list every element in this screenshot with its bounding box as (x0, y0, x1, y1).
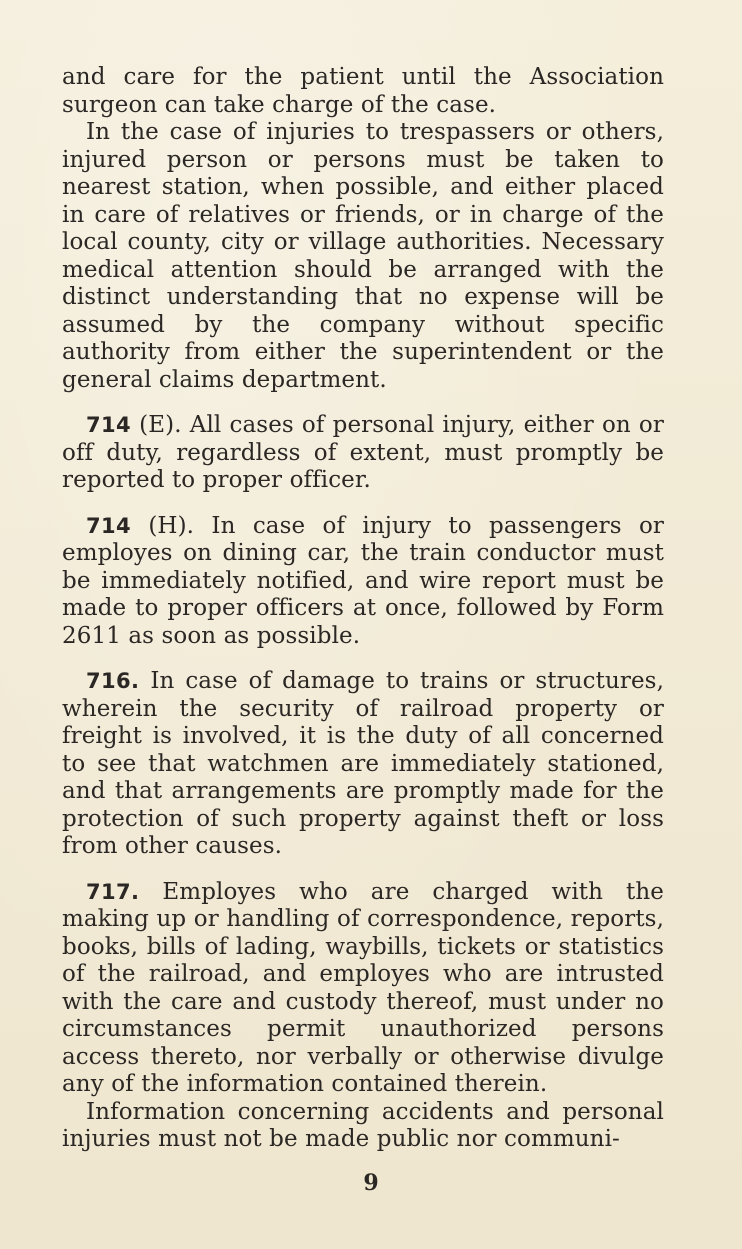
rule-716 (62, 668, 664, 861)
rule-number: 717. (86, 879, 140, 904)
rule-suffix: (E). (131, 412, 190, 438)
trespassers-paragraph: In the case of injuries to trespassers or others, injured person or persons must be taken to nearest station, when possible, and either placed in care of relatives or friends, or in charge of the local county, city or village authorities. Necessary medical attention should be arranged with the distinct understanding that no expense will be assumed by the company without specific authority from either the superintendent or the general claims department. (62, 119, 664, 393)
rule-text: In case of injury to passengers or employes on dining car, the train conductor must be immediately notified, and wire report must be made to proper officers at once, followed by Form 2611 as soon as possible. (62, 512, 664, 649)
rule-714-h (62, 513, 664, 651)
rule-text: In case of damage to trains or structures, wherein the security of railroad property or freight is involved, it is the duty of all concerned to see that watchmen are immediately stationed, and that arrangements are promptly made for the protection of such property against theft or loss from other causes. (62, 668, 664, 859)
rule-number: 716. (86, 669, 140, 693)
rule-714-e (62, 412, 664, 495)
rule-suffix (139, 879, 162, 905)
rule-text: All cases of personal injury, either on or off duty, regardless of extent, must promptly be reported to proper officer. (62, 412, 664, 493)
information-paragraph: Information concerning accidents and personal injuries must not be made public nor communi- (62, 1098, 664, 1152)
rule-717 (62, 879, 664, 1099)
continuation-paragraph: and care for the patient until the Association surgeon can take charge of the case. (62, 64, 664, 118)
rule-text: Employes who are charged with the making up or handling of correspondence, reports, books, bills of lading, waybills, tickets or statistics of the railroad, and employes who are intrusted with the care and custody thereof, must under no circumstances permit unauthorized persons access thereto, nor verbally or otherwise divulge any of the information contained therein. (62, 878, 664, 1097)
rule-suffix (139, 668, 150, 694)
rule-suffix: (H). (131, 512, 212, 539)
page-number: 9 (363, 1170, 379, 1196)
rule-number: 714 (86, 513, 132, 538)
rule-number: 714 (86, 413, 132, 437)
